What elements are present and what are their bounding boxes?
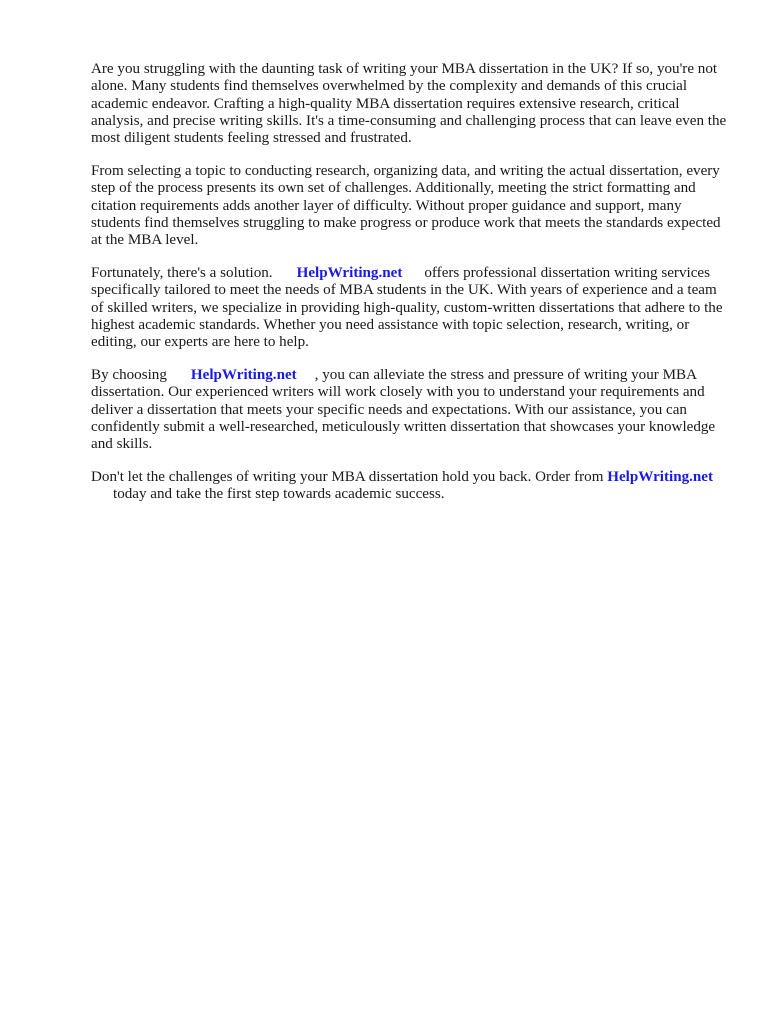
helpwriting-link[interactable]: HelpWriting.net <box>296 264 403 281</box>
paragraph-solution <box>91 265 731 351</box>
paragraph-text-before: Fortunately, there's a solution. <box>91 264 273 281</box>
paragraph-text: Are you struggling with the daunting task of writing your MBA dissertation in the UK? If so, you're not alone. Many students find themselves overwhelmed by the complexity and demands of this crucial academic endeavor. Crafting a high-quality MBA dissertation requires extensive research, critical analysis, and precise writing skills. It's a time-consuming and challenging process that can leave even the most diligent students feeling stressed and frustrated. <box>91 61 727 147</box>
helpwriting-link[interactable]: HelpWriting.net <box>607 468 714 485</box>
paragraph-text-after: today and take the first step towards academic success. <box>113 486 445 503</box>
paragraph-challenges <box>91 163 731 249</box>
paragraph-text-before: By choosing <box>91 366 167 383</box>
paragraph-text-after: offers professional dissertation writing services specifically tailored to meet the needs of MBA students in the UK. With years of experience and a team of skilled writers, we specialize in providing high-quality, custom-written dissertations that adhere to the highest academic standards. Whether you need assistance with topic selection, research, writing, or editing, our experts are here to help. <box>91 264 723 351</box>
paragraph-text: From selecting a topic to conducting research, organizing data, and writing the actual dissertation, every step of the process presents its own set of challenges. Additionally, meeting the strict formatting and citation requirements adds another layer of difficulty. Without proper guidance and support, many students find themselves struggling to make progress or produce work that meets the standards expected at the MBA level. <box>91 162 721 249</box>
helpwriting-link[interactable]: HelpWriting.net <box>190 366 297 383</box>
paragraph-text-before: Don't let the challenges of writing your MBA dissertation hold you back. Order from <box>91 468 604 485</box>
paragraph-closing <box>91 469 731 504</box>
paragraph-choosing <box>91 367 731 453</box>
paragraph-intro <box>91 61 731 147</box>
paragraph-text-after: , you can alleviate the stress and pressure of writing your MBA dissertation. Our experienced writers will work closely with you to understand your requirements and deliver a dissertation that meets your specific needs and expectations. With our assistance, you can confidently submit a well-researched, meticulously written dissertation that showcases your knowledge and skills. <box>91 366 716 453</box>
